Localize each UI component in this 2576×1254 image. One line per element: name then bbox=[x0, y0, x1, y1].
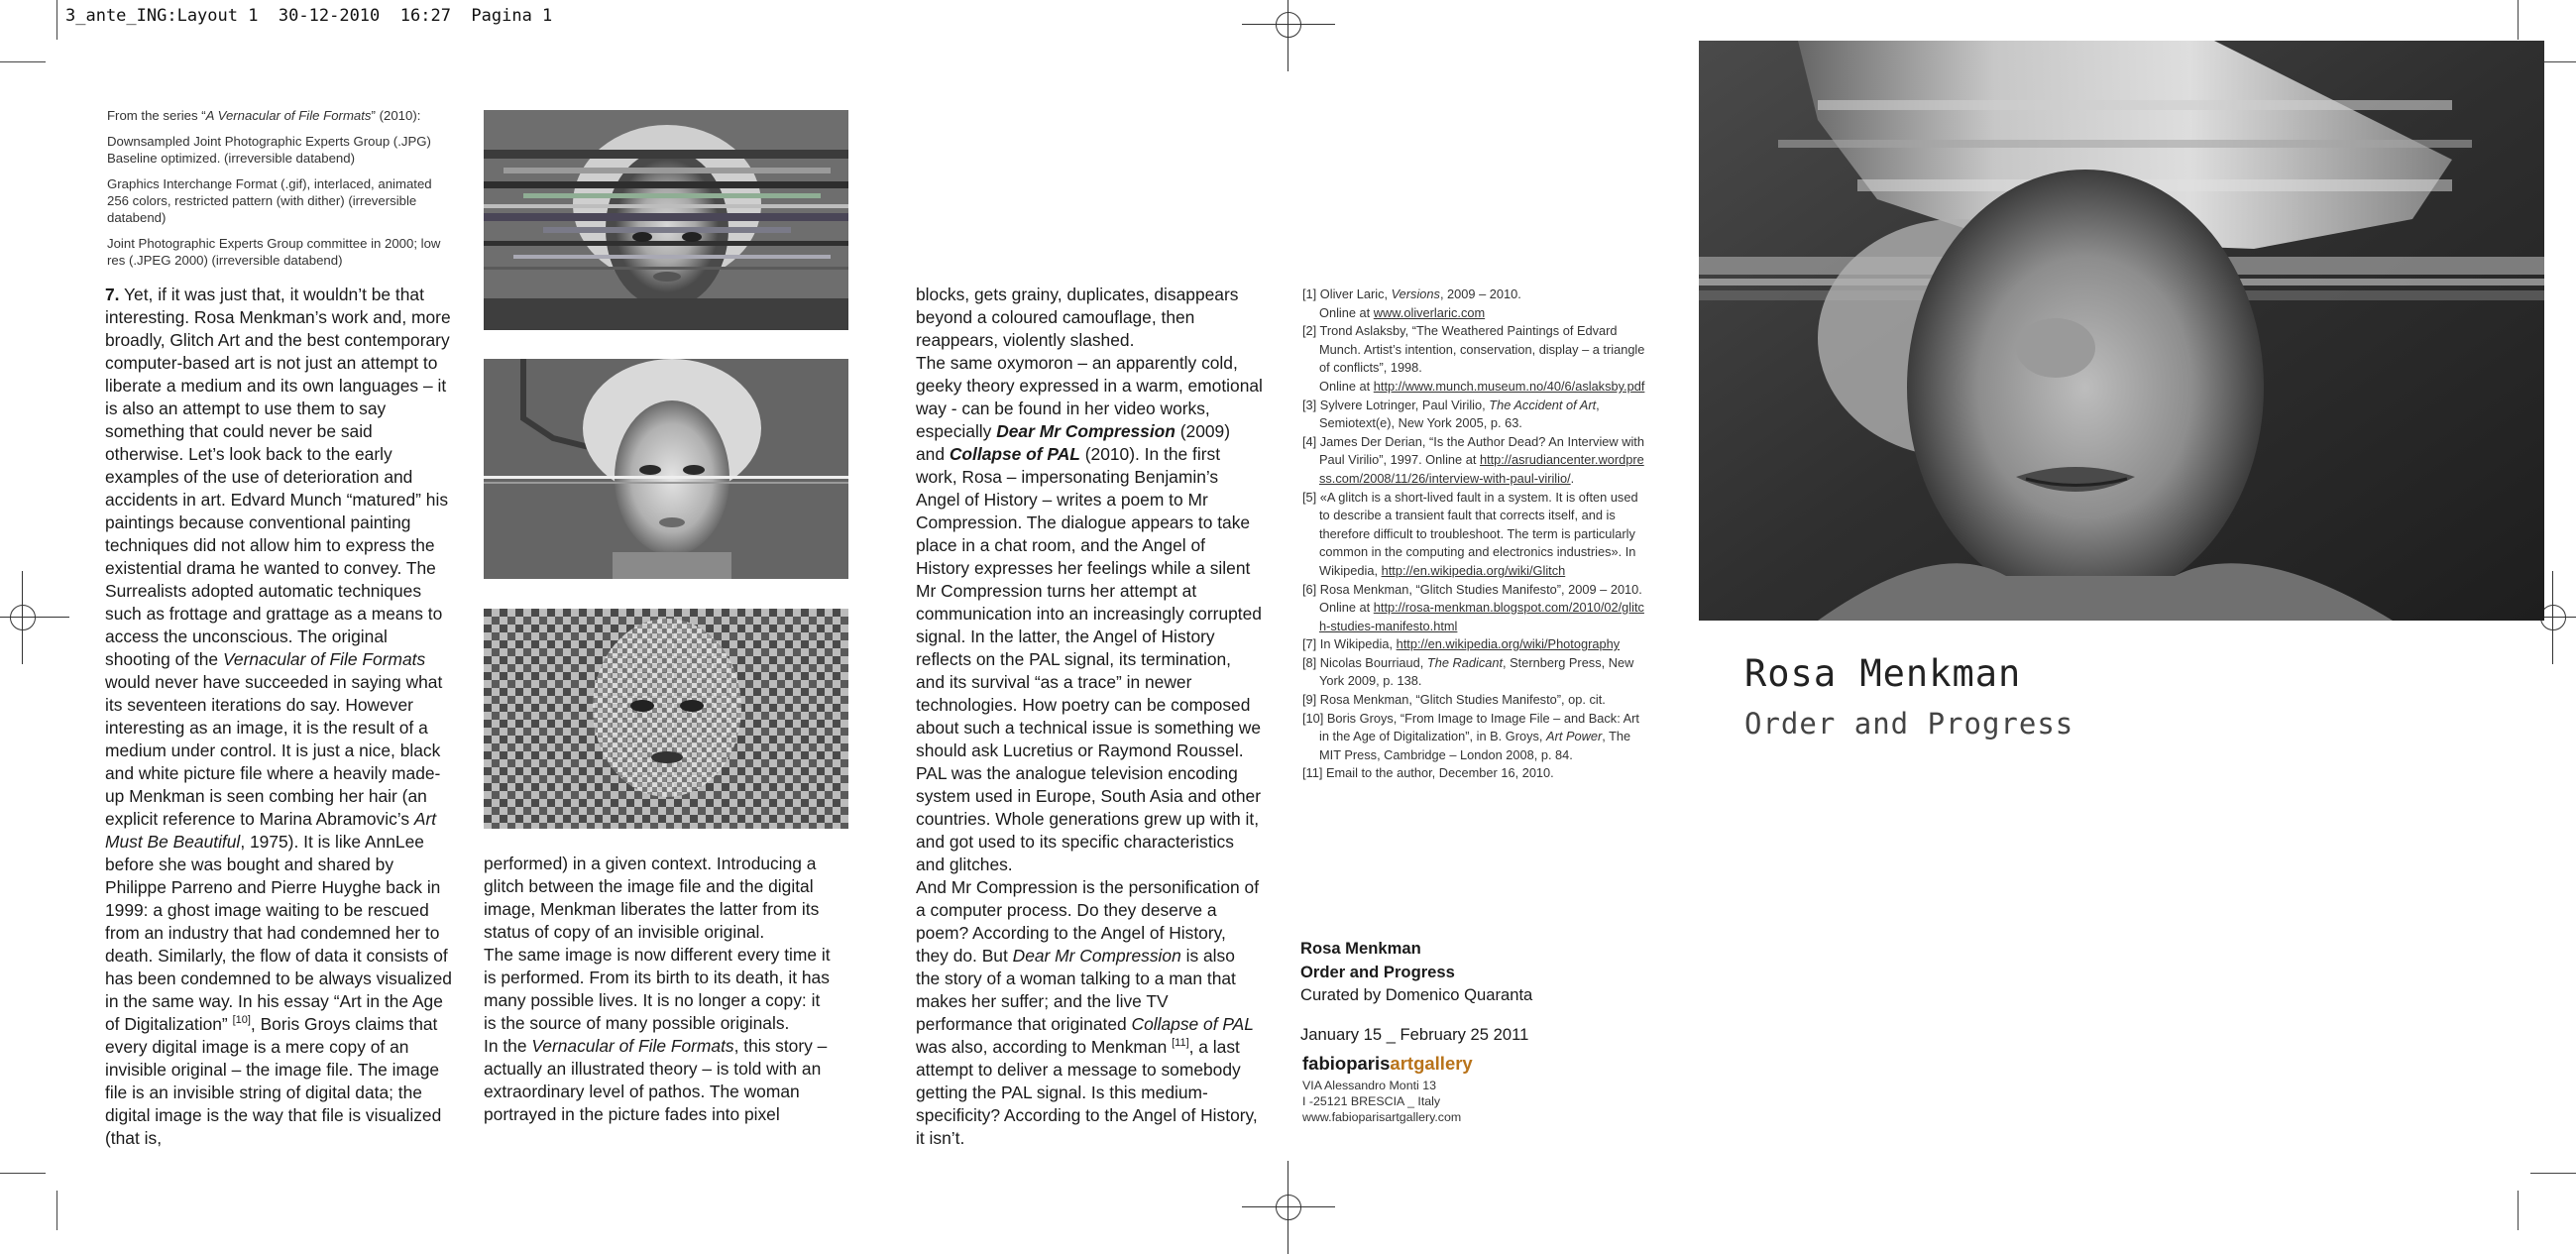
crop-mark bbox=[0, 61, 46, 62]
footnote-link[interactable]: http://asrudiancenter.wordpress.com/2008/11/26/interview-with-paul-virilio/ bbox=[1319, 452, 1644, 486]
essay-paragraph: The same image is now different every time it is performed. From its birth to its death, it has many possible lives. It is no longer a copy: it is the source of many possible originals. bbox=[484, 945, 831, 1033]
cover-exhibition-title: Order and Progress bbox=[1744, 707, 2074, 741]
credit-curator: Curated by Domenico Quaranta bbox=[1300, 985, 1533, 1004]
caption-gif: Graphics Interchange Format (.gif), interlaced, animated 256 colors, restricted pattern (with dither) (irreversible databend) bbox=[107, 176, 432, 225]
crop-mark bbox=[2518, 1191, 2519, 1230]
footnote: [11] Email to the author, December 16, 2010. bbox=[1302, 765, 1554, 781]
footnotes bbox=[1302, 285, 1649, 783]
caption-jpeg2000: Joint Photographic Experts Group committee in 2000; low res (.JPEG 2000) (irreversible databend) bbox=[107, 236, 441, 268]
exhibition-credit bbox=[1300, 937, 1627, 1046]
credit-title: Order and Progress bbox=[1300, 962, 1455, 981]
registration-mark bbox=[1270, 1189, 1307, 1226]
essay-paragraph: And Mr Compression is the personification of a computer process. Do they deserve a poem? According to the Angel of History, they do. But Dear Mr Compression is also the story of a woman talking to a man that makes her suffer; and the live TV performance that originated Collapse of PAL was also, according to Menkman [11], a last attempt to deliver a message to somebody getting the PAL signal. Is this medium-specificity? According to the Angel of History, it isn’t. bbox=[916, 877, 1260, 1148]
registration-mark bbox=[1270, 6, 1307, 44]
footnote-link[interactable]: http://en.wikipedia.org/wiki/Photography bbox=[1396, 636, 1621, 652]
print-slug-line: 3_ante_ING:Layout 1 30-12-2010 16:27 Pagina 1 bbox=[65, 6, 553, 26]
footnote-link[interactable]: http://en.wikipedia.org/wiki/Glitch bbox=[1381, 562, 1566, 578]
gif-glitch-portrait-photo bbox=[484, 359, 848, 579]
crop-mark bbox=[56, 1191, 57, 1230]
footnote: [1] Oliver Laric, Versions, 2009 – 2010. Online at www.oliverlaric.com bbox=[1302, 286, 1521, 320]
footnote: [5] «A glitch is a short-lived fault in a system. It is often used to describe a transient fault that corrects itself, and is therefore difficult to troubleshoot. The term is particularly common in the computing and electronics industries». In Wikipedia, http://en.wikipedia.org/wiki/Glitch bbox=[1302, 489, 1638, 578]
gallery-logo: fabioparisartgallery bbox=[1302, 1053, 1473, 1074]
footnote: [10] Boris Groys, “From Image to Image File – and Back: Art in the Age of Digitalization”, in B. Groys, Art Power, The MIT Press, Cambridge – London 2008, p. 84. bbox=[1302, 710, 1639, 762]
essay-column-1 bbox=[105, 284, 452, 1150]
cover-glitch-portrait-photo bbox=[1699, 41, 2544, 621]
essay-paragraph: The same oxymoron – an apparently cold, geeky theory expressed in a warm, emotional way - can be found in her video works, especially Dear Mr Compression (2009) and Collapse of PAL (2010). In the first work, Rosa – impersonating Benjamin’s Angel of History – writes a poem to Mr Compression. The dialogue appears to take place in a chat room, and the Angel of History expresses her feelings while a silent Mr Compression turns her attempt at communication into an increasingly corrupted signal. In the latter, the Angel of History reflects on the PAL signal, its termination, and its survival “as a trace” in newer technologies. How poetry can be composed about such a technical issue is something we should ask Lucretius or Raymond Roussel. PAL was the analogue television encoding system used in Europe, South Asia and other countries. Whole generations grew up with it, and got used to its specific characteristics and glitches. bbox=[916, 353, 1263, 874]
crop-mark bbox=[2518, 0, 2519, 40]
jpg-glitch-portrait-photo bbox=[484, 110, 848, 330]
cover-artist-name: Rosa Menkman bbox=[1744, 652, 2022, 695]
jpeg2000-glitch-portrait-photo bbox=[484, 609, 848, 829]
footnote: [6] Rosa Menkman, “Glitch Studies Manifesto”, 2009 – 2010. Online at http://rosa-menkman.blogspot.com/2010/02/glitch-studies-manifesto.html bbox=[1302, 581, 1644, 633]
image-captions bbox=[107, 107, 449, 278]
caption-series: From the series “A Vernacular of File Formats” (2010): bbox=[107, 108, 421, 123]
essay-paragraph: blocks, gets grainy, duplicates, disappears beyond a coloured camouflage, then reappears, violently slashed. bbox=[916, 285, 1239, 350]
footnote-link[interactable]: http://www.munch.museum.no/40/6/aslaksby.pdf bbox=[1373, 378, 1645, 394]
registration-mark bbox=[4, 599, 42, 636]
crop-mark bbox=[56, 0, 57, 40]
gallery-website[interactable]: www.fabioparisartgallery.com bbox=[1302, 1110, 1462, 1125]
essay-paragraph: In the Vernacular of File Formats, this story – actually an illustrated theory – is told with an extraordinary level of pathos. The woman portrayed in the picture fades into pixel bbox=[484, 1036, 828, 1124]
footnote: [8] Nicolas Bourriaud, The Radicant, Sternberg Press, New York 2009, p. 138. bbox=[1302, 654, 1634, 689]
credit-artist: Rosa Menkman bbox=[1300, 939, 1421, 958]
footnote: [7] In Wikipedia, http://en.wikipedia.org/wiki/Photography bbox=[1302, 636, 1621, 652]
footnote: [3] Sylvere Lotringer, Paul Virilio, The Accident of Art, Semiotext(e), New York 2005, p. 63. bbox=[1302, 397, 1600, 431]
credit-dates: January 15 _ February 25 2011 bbox=[1300, 1024, 1529, 1044]
footnote: [2] Trond Aslaksby, “The Weathered Paintings of Edvard Munch. Artist’s intention, conservation, display – a triangle of conflicts”, 1998. Online at http://www.munch.museum.no/40/6/aslaksby.pdf bbox=[1302, 323, 1645, 394]
essay-paragraph: 7. Yet, if it was just that, it wouldn’t be that interesting. Rosa Menkman’s work and, more broadly, Glitch Art and the best contemporary computer-based art is not just an attempt to liberate a medium and its own languages – it is also an attempt to use them to say something that could never be said otherwise. Let’s look back to the early examples of the use of deterioration and accidents in art. Edvard Munch “matured” his paintings because conventional painting techniques did not allow him to express the existential drama he wanted to convey. The Surrealists adopted automatic techniques such as frottage and grattage as a means to access the unconscious. The original shooting of the Vernacular of File Formats would never have succeeded in saying what its seventeen iterations do say. However interesting as an image, it is the result of a medium under control. It is just a nice, black and white picture file where a heavily made-up Menkman is seen combing her hair (an explicit reference to Marina Abramovic’s Art Must Be Beautiful, 1975). It is like AnnLee before she was bought and shared by Philippe Parreno and Pierre Huyghe back in 1999: a ghost image waiting to be rescued from an industry that had condemned her to death. Similarly, the flow of data it consists of has been condemned to be always visualized in the same way. In his essay “Art in the Age of Digitalization” [10], Boris Groys claims that every digital image is a mere copy of an invisible original – the image file. The image file is an invisible string of digital data; the digital image is the way that file is visualized (that is, bbox=[105, 285, 452, 1148]
address-line: I -25121 BRESCIA _ Italy bbox=[1302, 1094, 1441, 1109]
crop-mark bbox=[2530, 1173, 2576, 1174]
essay-column-3 bbox=[916, 284, 1263, 1150]
footnote-link[interactable]: http://rosa-menkman.blogspot.com/2010/02/glitch-studies-manifesto.html bbox=[1319, 600, 1644, 633]
gallery-address bbox=[1302, 1078, 1461, 1126]
footnote: [4] James Der Derian, “Is the Author Dead? An Interview with Paul Virilio”, 1997. Online at http://asrudiancenter.wordpress.com/2008/11/26/interview-with-paul-virilio/. bbox=[1302, 433, 1644, 486]
crop-mark bbox=[0, 1173, 46, 1174]
essay-column-2 bbox=[484, 853, 831, 1126]
caption-jpg: Downsampled Joint Photographic Experts Group (.JPG) Baseline optimized. (irreversible databend) bbox=[107, 134, 431, 166]
essay-paragraph: performed) in a given context. Introducing a glitch between the image file and the digital image, Menkman liberates the latter from its status of copy of an invisible original. bbox=[484, 854, 820, 942]
footnote-link[interactable]: www.oliverlaric.com bbox=[1373, 304, 1486, 320]
address-line: VIA Alessandro Monti 13 bbox=[1302, 1079, 1437, 1092]
footnote: [9] Rosa Menkman, “Glitch Studies Manifesto”, op. cit. bbox=[1302, 692, 1606, 708]
